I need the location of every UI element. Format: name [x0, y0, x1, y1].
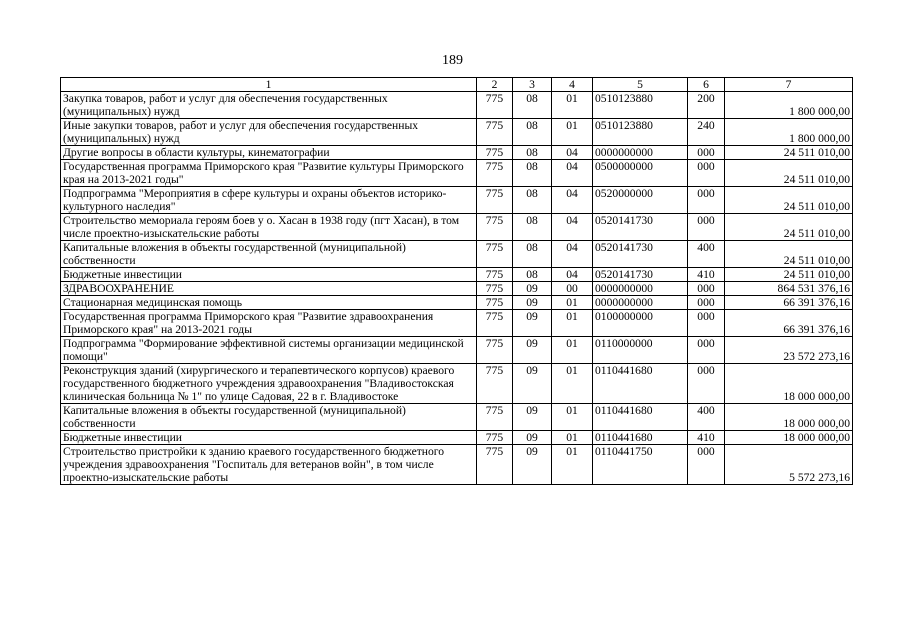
section-code: 08 [513, 241, 552, 268]
table-row [61, 146, 853, 160]
section-code: 08 [513, 160, 552, 187]
amount-value: 24 511 010,00 [725, 187, 853, 214]
ministry-code: 775 [477, 310, 513, 337]
section-code: 08 [513, 146, 552, 160]
subsection-code: 04 [552, 214, 593, 241]
subsection-code: 01 [552, 445, 593, 485]
header-row [61, 78, 853, 92]
row-name: Строительство пристройки к зданию краевого государственного бюджетного учреждения здравоохранения "Госпиталь для ветеранов войн", в том числе проектно-изыскательские работы [61, 445, 477, 485]
ministry-code: 775 [477, 364, 513, 404]
table-row [61, 431, 853, 445]
expense-type-code: 000 [688, 282, 725, 296]
amount-value: 24 511 010,00 [725, 160, 853, 187]
section-code: 08 [513, 214, 552, 241]
table-row [61, 187, 853, 214]
section-code: 09 [513, 445, 552, 485]
target-article-code: 0510123880 [593, 119, 688, 146]
section-code: 08 [513, 119, 552, 146]
table-row [61, 282, 853, 296]
row-name: Подпрограмма "Мероприятия в сфере культуры и охраны объектов историко-культурного наследия" [61, 187, 477, 214]
section-code: 09 [513, 431, 552, 445]
amount-value: 24 511 010,00 [725, 146, 853, 160]
subsection-code: 04 [552, 146, 593, 160]
section-code: 09 [513, 337, 552, 364]
target-article-code: 0110441680 [593, 364, 688, 404]
subsection-code: 04 [552, 187, 593, 214]
subsection-code: 01 [552, 431, 593, 445]
subsection-code: 01 [552, 310, 593, 337]
ministry-code: 775 [477, 445, 513, 485]
row-name: Государственная программа Приморского края "Развитие здравоохранения Приморского края" на 2013-2021 годы [61, 310, 477, 337]
row-name: ЗДРАВООХРАНЕНИЕ [61, 282, 477, 296]
table-row [61, 119, 853, 146]
subsection-code: 01 [552, 296, 593, 310]
section-code: 09 [513, 296, 552, 310]
subsection-code: 01 [552, 119, 593, 146]
table-row [61, 214, 853, 241]
header-cell: 5 [593, 78, 688, 92]
target-article-code: 0000000000 [593, 296, 688, 310]
target-article-code: 0110441680 [593, 404, 688, 431]
expense-type-code: 200 [688, 92, 725, 119]
ministry-code: 775 [477, 92, 513, 119]
target-article-code: 0110000000 [593, 337, 688, 364]
ministry-code: 775 [477, 119, 513, 146]
section-code: 08 [513, 92, 552, 119]
target-article-code: 0520141730 [593, 214, 688, 241]
header-cell: 7 [725, 78, 853, 92]
page-number: 189 [442, 53, 463, 68]
row-name: Бюджетные инвестиции [61, 431, 477, 445]
expense-type-code: 000 [688, 187, 725, 214]
target-article-code: 0520141730 [593, 268, 688, 282]
table-row [61, 404, 853, 431]
amount-value: 23 572 273,16 [725, 337, 853, 364]
target-article-code: 0110441680 [593, 431, 688, 445]
header-cell: 1 [61, 78, 477, 92]
subsection-code: 04 [552, 160, 593, 187]
target-article-code: 0000000000 [593, 146, 688, 160]
ministry-code: 775 [477, 214, 513, 241]
expense-type-code: 000 [688, 337, 725, 364]
expense-type-code: 000 [688, 160, 725, 187]
row-name: Реконструкция зданий (хирургического и терапевтического корпусов) краевого государственного бюджетного учреждения здравоохранения "Владивостокская клиническая больница № 1" по улице Садовая, 22 в г. Владивостоке [61, 364, 477, 404]
subsection-code: 01 [552, 364, 593, 404]
amount-value: 24 511 010,00 [725, 214, 853, 241]
amount-value: 1 800 000,00 [725, 92, 853, 119]
row-name: Подпрограмма "Формирование эффективной системы организации медицинской помощи" [61, 337, 477, 364]
target-article-code: 0500000000 [593, 160, 688, 187]
expense-type-code: 400 [688, 404, 725, 431]
row-name: Другие вопросы в области культуры, кинематографии [61, 146, 477, 160]
table-row [61, 310, 853, 337]
table-row [61, 92, 853, 119]
expense-type-code: 000 [688, 445, 725, 485]
ministry-code: 775 [477, 404, 513, 431]
expense-type-code: 000 [688, 310, 725, 337]
target-article-code: 0000000000 [593, 282, 688, 296]
subsection-code: 01 [552, 404, 593, 431]
table-row [61, 268, 853, 282]
row-name: Закупка товаров, работ и услуг для обеспечения государственных (муниципальных) нужд [61, 92, 477, 119]
expense-type-code: 410 [688, 268, 725, 282]
header-cell: 4 [552, 78, 593, 92]
ministry-code: 775 [477, 431, 513, 445]
header-cell: 3 [513, 78, 552, 92]
section-code: 08 [513, 268, 552, 282]
amount-value: 864 531 376,16 [725, 282, 853, 296]
ministry-code: 775 [477, 160, 513, 187]
table-row [61, 364, 853, 404]
table-row [61, 337, 853, 364]
amount-value: 24 511 010,00 [725, 241, 853, 268]
row-name: Строительство мемориала героям боев у о. Хасан в 1938 году (пгт Хасан), в том числе проектно-изыскательские работы [61, 214, 477, 241]
expense-type-code: 000 [688, 214, 725, 241]
expense-type-code: 410 [688, 431, 725, 445]
budget-table [60, 77, 853, 485]
header-cell: 2 [477, 78, 513, 92]
table-row [61, 160, 853, 187]
subsection-code: 00 [552, 282, 593, 296]
expense-type-code: 000 [688, 364, 725, 404]
target-article-code: 0520141730 [593, 241, 688, 268]
row-name: Государственная программа Приморского края "Развитие культуры Приморского края на 2013-2021 годы" [61, 160, 477, 187]
target-article-code: 0520000000 [593, 187, 688, 214]
header-cell: 6 [688, 78, 725, 92]
subsection-code: 04 [552, 268, 593, 282]
ministry-code: 775 [477, 337, 513, 364]
subsection-code: 01 [552, 92, 593, 119]
amount-value: 18 000 000,00 [725, 431, 853, 445]
section-code: 09 [513, 364, 552, 404]
expense-type-code: 400 [688, 241, 725, 268]
amount-value: 1 800 000,00 [725, 119, 853, 146]
row-name: Иные закупки товаров, работ и услуг для обеспечения государственных (муниципальных) нужд [61, 119, 477, 146]
expense-type-code: 000 [688, 146, 725, 160]
subsection-code: 01 [552, 337, 593, 364]
table-row [61, 445, 853, 485]
row-name: Капитальные вложения в объекты государственной (муниципальной) собственности [61, 241, 477, 268]
ministry-code: 775 [477, 268, 513, 282]
amount-value: 66 391 376,16 [725, 296, 853, 310]
subsection-code: 04 [552, 241, 593, 268]
section-code: 08 [513, 187, 552, 214]
section-code: 09 [513, 282, 552, 296]
section-code: 09 [513, 310, 552, 337]
ministry-code: 775 [477, 282, 513, 296]
amount-value: 18 000 000,00 [725, 404, 853, 431]
amount-value: 18 000 000,00 [725, 364, 853, 404]
row-name: Бюджетные инвестиции [61, 268, 477, 282]
section-code: 09 [513, 404, 552, 431]
amount-value: 5 572 273,16 [725, 445, 853, 485]
target-article-code: 0510123880 [593, 92, 688, 119]
ministry-code: 775 [477, 146, 513, 160]
ministry-code: 775 [477, 187, 513, 214]
ministry-code: 775 [477, 241, 513, 268]
table-row [61, 296, 853, 310]
expense-type-code: 000 [688, 296, 725, 310]
amount-value: 24 511 010,00 [725, 268, 853, 282]
ministry-code: 775 [477, 296, 513, 310]
target-article-code: 0110441750 [593, 445, 688, 485]
row-name: Стационарная медицинская помощь [61, 296, 477, 310]
target-article-code: 0100000000 [593, 310, 688, 337]
amount-value: 66 391 376,16 [725, 310, 853, 337]
row-name: Капитальные вложения в объекты государственной (муниципальной) собственности [61, 404, 477, 431]
table-row [61, 241, 853, 268]
expense-type-code: 240 [688, 119, 725, 146]
